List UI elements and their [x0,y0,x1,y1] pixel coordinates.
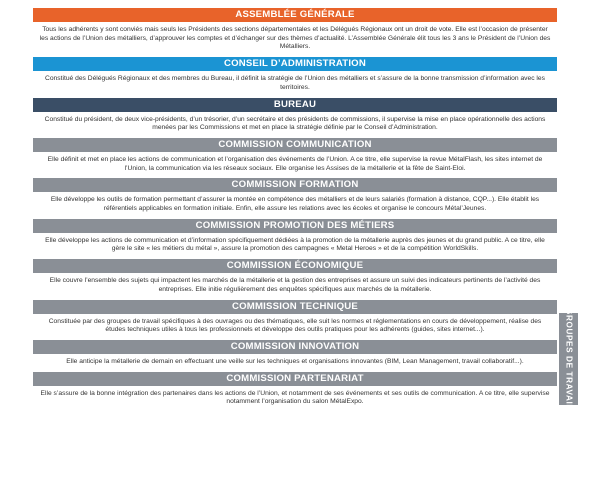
section-assemblee-generale [33,8,557,57]
section-header: COMMISSION FORMATION [33,178,557,192]
section-commission-communication [33,138,557,178]
section-text: Elle développe les outils de formation permettant d’assurer la montée en compétence des métalliers et de leurs salariés (formation à distance, CQP...). Elle établit les référentiels applicables en formation initiale. Enfin, elle assure les relations avec les écoles et organise le concours Métal’Jeunes. [50,196,540,213]
section-text: Constituée par des groupes de travail spécifiques à des ouvrages ou des thématiques, elle suit les normes et réglementations en cours de développement, réalise des études techniques utiles à tous les professionnels et développe des outils pratiques pour les adhérents (guides, sites internet...). [48,317,542,334]
section-text: Elle anticipe la métallerie de demain en effectuant une veille sur les techniques et organisations innovantes (BIM, Lean Management, travail collaboratif...). [66,357,524,365]
section-header: COMMISSION INNOVATION [33,340,557,354]
section-header: COMMISSION PARTENARIAT [33,372,557,386]
section-text: Constitué des Délégués Régionaux et des membres du Bureau, il définit la stratégie de l’Union des métalliers et s’assure de la bonne transmission d’information avec les territoires. [45,75,545,91]
section-text: Constitué du président, de deux vice-présidents, d’un trésorier, d’un secrétaire et des présidents de commissions, il supervise la mise en place opérationnelle des actions menées par les Commissions et met en place la stratégie définie par le Conseil d’Administration. [44,115,546,132]
section-bureau [33,98,557,138]
section-commission-economique [33,259,557,299]
section-text: Elle couvre l’ensemble des sujets qui impactent les marchés de la métallerie et la gestion des entreprises et assure un suivi des indicateurs pertinents de l’activité des entreprises. Elle initie régulièrement des enquêtes spécifiques aux marchés de la métallerie. [49,277,541,293]
section-text: Tous les adhérents y sont conviés mais seuls les Présidents des sections départementales et les Délégués Régionaux ont un droit de vote. Elle est l’occasion de présenter les actions de l’Union des métalliers, d’approuver les comptes et d’échanger sur des thèmes d’actualité. L’Assemblée Générale élit tous les 3 ans le Président de l’Union des Métalliers. [39,26,551,51]
side-label-text: GROUPES DE TRAVAIL [564,308,573,410]
section-header: CONSEIL D’ADMINISTRATION [33,57,557,71]
organization-chart [33,8,557,412]
section-header: COMMISSION TECHNIQUE [33,300,557,314]
section-commission-formation [33,178,557,218]
section-header: COMMISSION ÉCONOMIQUE [33,259,557,273]
section-text: Elle s’assure de la bonne intégration des partenaires dans les actions de l’Union, et notamment de ses événements et ses outils de communication. A ce titre, elle supervise notamment l’organisation du salon MétalExpo. [40,389,550,406]
section-text: Elle définit et met en place les actions de communication et l’organisation des événements de l’Union. A ce titre, elle supervise la revue MétalFlash, les sites internet de l’Union, la communication via les réseaux sociaux. Elle organise les Assises de la métallerie et la fête de Saint-Eloi. [47,155,543,172]
section-header: BUREAU [33,98,557,112]
section-header: COMMISSION COMMUNICATION [33,138,557,152]
section-text: Elle développe les actions de communication et d’information spécifiquement dédiées à la promotion de la métallerie auprès des jeunes et du grand public. A ce titre, elle gère le site « les métiers du métal », assure la promotion des campagnes « Metal Heroes » et de la compétition WorldSkills. [45,236,545,253]
groupes-de-travail-label [559,308,578,410]
section-commission-innovation [33,340,557,372]
section-commission-technique [33,300,557,340]
section-commission-promotion-metiers [33,219,557,259]
section-conseil-administration [33,57,557,97]
section-header: ASSEMBLÉE GÉNÉRALE [33,8,557,22]
section-header: COMMISSION PROMOTION DES MÉTIERS [33,219,557,233]
section-commission-partenariat [33,372,557,412]
